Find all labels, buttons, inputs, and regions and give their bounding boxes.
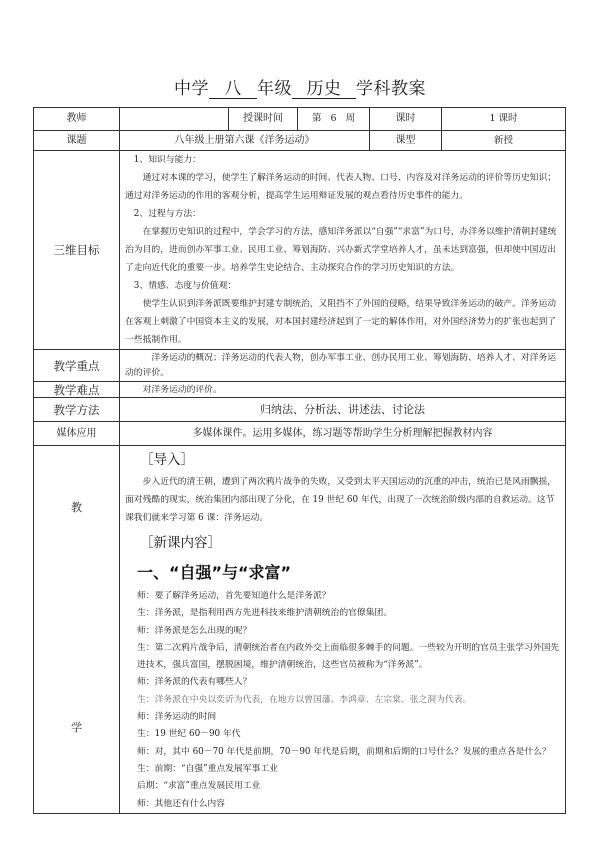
section-title: 一、“自强”与“求富” — [137, 563, 292, 582]
hours-label: 课时 — [370, 108, 442, 131]
difficulties-label: 教学难点 — [34, 382, 120, 398]
objective-heading: 1、知识与能力： — [133, 155, 201, 165]
lesson-plan-table — [33, 107, 566, 814]
title-grade: 八 — [209, 80, 257, 99]
dialogue-line: 师：要了解洋务运动，首先要知道什么是洋务派？ — [137, 591, 331, 601]
objectives-label: 三维目标 — [34, 151, 120, 350]
key-points-label: 教学重点 — [34, 350, 120, 382]
objectives-content — [120, 151, 566, 350]
dialogue-line: 生：洋务派，是指利用西方先进科技来维护清朝统治的官僚集团。 — [137, 608, 393, 619]
dialogue-line: 师：洋务派是怎么出现的呢？ — [137, 625, 252, 636]
dialogue-line: 生：洋务派在中央以奕䜣为代表，在地方以曾国藩、李鸿章、左宗棠、张之洞为代表。 — [137, 694, 472, 705]
header-row — [34, 108, 566, 131]
hours-value: 1 课时 — [442, 108, 566, 131]
objective-text: 使学生认识到洋务派既要维护封建专制统治，又阻挡不了外国的侵略，结果导致洋务运动的破产。洋务运动在客观上刺激了中国资本主义的发展，对本国封建经济起到了一定的解体作用，对外国经济势力的扩张也起到了一些抵制作用。 — [125, 299, 557, 345]
title-subject: 历史 — [292, 80, 356, 99]
new-content-heading: ［新课内容］ — [140, 535, 221, 551]
process-content — [120, 446, 566, 814]
methods-label: 教学方法 — [34, 398, 120, 422]
topic-row — [34, 131, 566, 151]
difficulties-row — [34, 382, 566, 398]
key-points-paragraph: 洋务运动的概况；洋务运动的代表人物，创办军事工业、创办民用工业、筹划海防、培养人才、对洋务运动的评价。 — [125, 352, 557, 378]
key-points-text — [120, 350, 566, 382]
time-value: 第 6 周 — [298, 108, 370, 131]
dialogue-line: 生：第二次鸦片战争后，清朝统治者在内政外交上面临很多棘手的问题。一些较为开明的官员主张学习外国先进技术，强兵富国，摆脱困境，维护清朝统治，这些官员被称为“洋务派”。 — [137, 642, 560, 671]
methods-text: 归纳法、分析法、讲述法、讨论法 — [120, 398, 566, 422]
methods-row — [34, 398, 566, 422]
dialogue-line: 师：其他还有什么内容 — [137, 798, 225, 809]
media-text: 多媒体课件。运用多媒体，练习题等帮助学生分析理解把握教材内容 — [120, 422, 566, 446]
dialogue-line: 后期：“求富”重点发展民用工业 — [137, 781, 261, 792]
title-prefix: 中学 — [174, 79, 209, 99]
objectives-row — [34, 151, 566, 350]
process-row — [34, 446, 566, 814]
dialogue-line: 师：对，其中 60－70 年代是前期，70－90 年代是后期，前期和后期的口号什么？发展的重点各是什么？ — [137, 746, 551, 757]
teacher-label: 教师 — [34, 108, 120, 131]
dialogue-line: 生：前期：“自强”重点发展军事工业 — [137, 763, 278, 774]
objective-heading: 2、过程与方法： — [133, 209, 201, 219]
media-row — [34, 422, 566, 446]
process-label-cell — [34, 446, 120, 814]
topic-label: 课题 — [34, 131, 120, 151]
difficulties-paragraph: 对洋务运动的评价。 — [142, 384, 222, 395]
dialogue-line: 师：洋务派的代表有哪些人？ — [137, 677, 252, 688]
dialogue-line: 师：洋务运动的时间 — [137, 712, 217, 723]
topic-value: 八年级上册第六课《洋务运动》 — [120, 131, 370, 151]
intro-heading: ［导入］ — [140, 452, 194, 468]
difficulties-text — [120, 382, 566, 398]
key-points-row — [34, 350, 566, 382]
objective-heading: 3、情感、态度与价值观： — [133, 281, 237, 291]
document-title — [0, 74, 600, 99]
intro-text: 步入近代的清王朝，遭到了两次鸦片战争的失败，又受到太平天国运动的沉重的冲击，统治已是风雨飘摇，面对残酷的现实，统治集团内部出现了分化，在 19 世纪 60 年代，出现了一次统治阶级内部的自救运动。这节课我们就来学习第 6 课：洋务运动。 — [125, 477, 557, 523]
dialogue-line: 生：19 世纪 60－90 年代 — [137, 729, 241, 740]
media-label: 媒体应用 — [34, 422, 120, 446]
objective-text: 通过对本课的学习，使学生了解洋务运动的时间、代表人物、口号、内容及对洋务运动的评价等历史知识；通过对洋务运动的作用的客观分析，提高学生运用辩证发展的观点看待历史事件的能力。 — [125, 173, 557, 201]
type-label: 课型 — [370, 131, 442, 151]
teacher-value — [120, 108, 229, 131]
type-value: 新授 — [442, 131, 566, 151]
process-label-teach: 教 — [71, 501, 82, 515]
title-suffix: 学科教案 — [356, 79, 426, 99]
time-label: 授课时间 — [229, 108, 298, 131]
objective-text: 在掌握历史知识的过程中，学会学习的方法，感知洋务派以“自强”“求富”为口号，办洋务以维护清朝封建统治为目的，进而创办军事工业、民用工业、筹划海防、兴办新式学堂培养人才，虽未达到富强，但却使中国迈出了走向近代化的重要一步。培养学生史论结合、主动探究合作的学习历史知识的方法。 — [125, 227, 557, 273]
process-label-learn: 学 — [71, 721, 82, 735]
title-grade-suffix: 年级 — [257, 79, 292, 99]
